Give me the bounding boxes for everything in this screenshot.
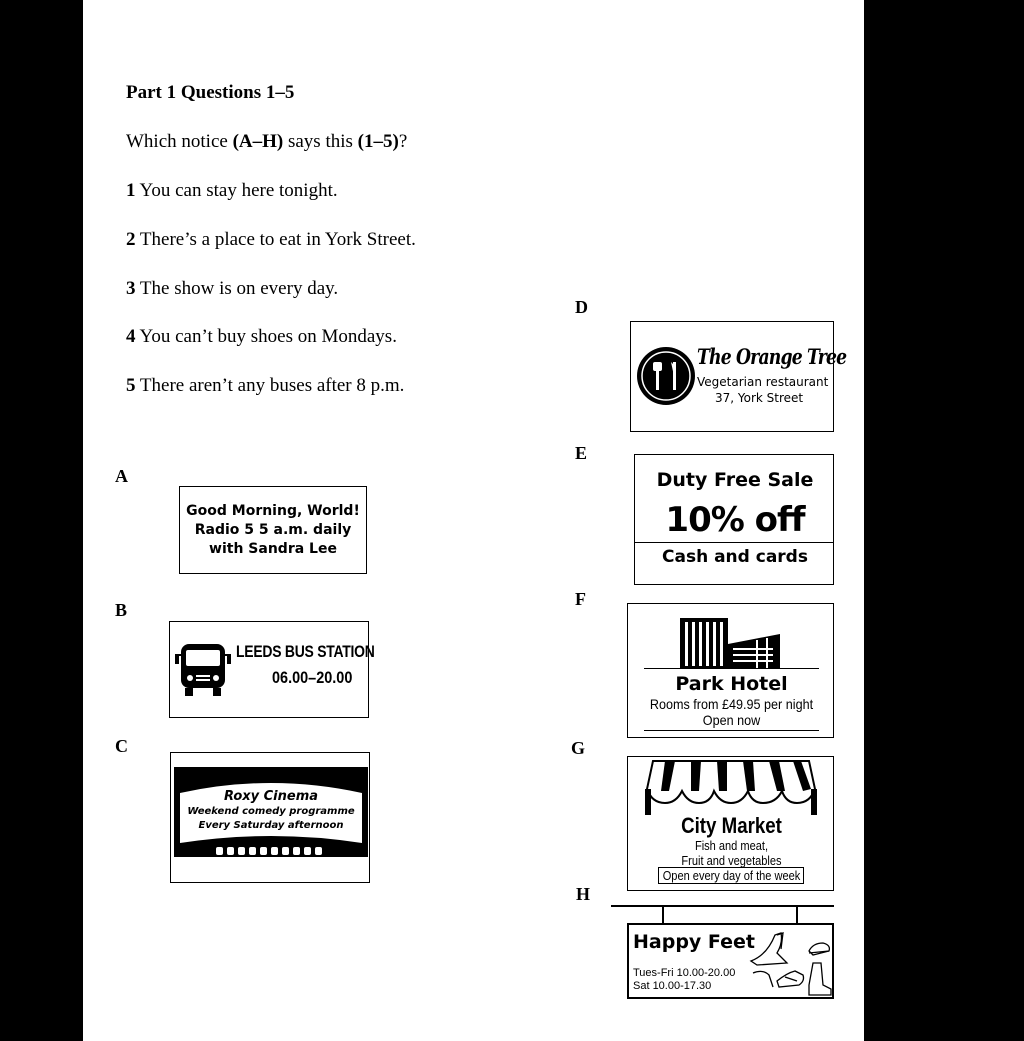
question-5 <box>126 375 404 397</box>
notice-h-saturday-hours: Sat 10.00-17.30 <box>633 980 712 992</box>
notice-h-hanger-left <box>662 907 664 923</box>
notice-e <box>634 454 834 585</box>
notice-d <box>630 321 847 432</box>
notice-letter-b: B <box>115 600 128 620</box>
notice-letter-g: G <box>571 738 586 758</box>
notice-g <box>627 756 834 891</box>
question-number: 2 <box>126 229 136 250</box>
notice-f-price: Rooms from £49.95 per night <box>649 696 814 712</box>
question-2 <box>126 229 416 251</box>
part-label: Part 1 <box>126 82 177 103</box>
question-4 <box>126 326 397 348</box>
notice-f-title: Park Hotel <box>675 673 788 695</box>
notice-e-payment: Cash and cards <box>662 547 808 567</box>
instruction-prefix: Which notice <box>126 131 233 152</box>
question-number: 1 <box>126 180 136 201</box>
notice-c-title: Roxy Cinema <box>223 789 319 804</box>
notice-a-presenter: with Sandra Lee <box>209 541 337 557</box>
notice-h-title: Happy Feet <box>633 931 755 953</box>
shoes-icon <box>747 929 833 997</box>
notice-d-title: The Orange Tree <box>697 344 847 369</box>
notice-letter-h: H <box>576 884 591 904</box>
instruction-letters: (A–H) <box>232 131 284 152</box>
question-number: 5 <box>126 375 136 396</box>
notice-f-bottom-rule <box>644 730 819 731</box>
instruction-middle: says this <box>283 131 358 152</box>
question-text: There aren’t any buses after 8 p.m. <box>139 375 405 396</box>
notice-e-discount: 10% off <box>665 500 805 540</box>
notice-letter-d: D <box>575 297 588 317</box>
notice-f-status: Open now <box>702 712 761 728</box>
question-text: You can stay here tonight. <box>139 180 338 201</box>
cutlery-icon <box>636 346 696 406</box>
question-number: 3 <box>126 278 136 299</box>
notice-g-line-1: Fish and meat, <box>694 838 769 853</box>
notice-g-title: City Market <box>681 813 782 838</box>
question-text: The show is on every day. <box>139 278 339 299</box>
notice-b <box>169 621 375 718</box>
bus-icon <box>173 640 233 700</box>
notice-c <box>170 752 370 883</box>
awning-icon <box>645 759 817 815</box>
question-text: You can’t buy shoes on Mondays. <box>139 326 397 347</box>
notice-d-type: Vegetarian restaurant <box>697 375 829 389</box>
notice-f-top-rule <box>644 668 819 669</box>
notice-a-schedule: Radio 5 5 a.m. daily <box>194 522 352 538</box>
notice-c-programme: Weekend comedy programme <box>187 806 355 817</box>
notice-f <box>627 603 834 738</box>
notice-b-title: LEEDS BUS STATION <box>236 642 375 661</box>
question-3 <box>126 278 338 300</box>
instruction-suffix: ? <box>398 131 408 152</box>
notice-g-line-2: Fruit and vegetables <box>681 853 782 868</box>
questions-range: Questions 1–5 <box>180 82 295 103</box>
notice-g-hours-frame <box>658 867 804 884</box>
notice-letter-e: E <box>575 443 588 463</box>
question-number: 4 <box>126 326 136 347</box>
notice-a <box>179 486 367 574</box>
notice-h <box>627 923 834 999</box>
notice-h-weekday-hours: Tues-Fri 10.00-20.00 <box>633 967 736 979</box>
notice-h-hanging-bar <box>611 905 834 907</box>
question-1 <box>126 180 338 202</box>
notice-d-address: 37, York Street <box>715 391 804 405</box>
notice-h-hanger-right <box>796 907 798 923</box>
notice-b-hours: 06.00–20.00 <box>272 668 353 687</box>
notice-e-divider <box>635 542 833 543</box>
instruction-numbers: (1–5) <box>357 131 399 152</box>
question-text: There’s a place to eat in York Street. <box>139 229 416 250</box>
notice-g-hours: Open every day of the week <box>662 868 801 883</box>
notice-letter-a: A <box>115 466 128 486</box>
notice-c-schedule: Every Saturday afternoon <box>198 820 344 831</box>
instruction <box>126 131 407 153</box>
hotel-building-icon <box>676 614 786 670</box>
notice-letter-f: F <box>575 589 586 609</box>
notice-letter-c: C <box>115 736 128 756</box>
notice-e-title: Duty Free Sale <box>656 469 814 491</box>
notice-a-title: Good Morning, World! <box>186 503 360 519</box>
part-heading <box>126 82 294 104</box>
